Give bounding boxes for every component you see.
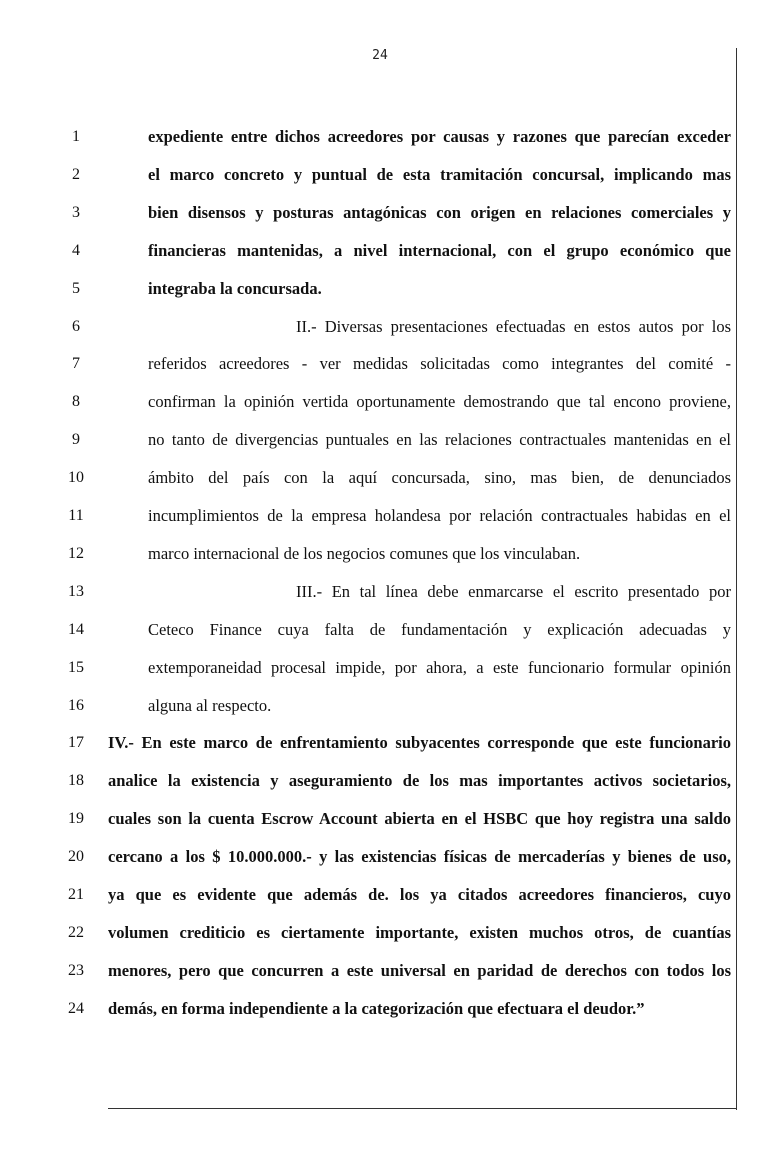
document-line	[0, 997, 760, 1021]
line-number: 14	[68, 620, 84, 638]
document-line	[0, 504, 760, 528]
line-number: 22	[68, 923, 84, 941]
document-line	[0, 466, 760, 490]
page-number: 24	[372, 48, 388, 63]
line-number: 23	[68, 961, 84, 979]
document-line	[0, 694, 760, 718]
document-line	[0, 959, 760, 983]
document-line	[0, 769, 760, 793]
line-text: II.- Diversas presentaciones efectuadas en estos autos por los	[296, 316, 731, 336]
line-number: 10	[68, 469, 84, 487]
document-line	[0, 315, 760, 339]
document-line	[0, 883, 760, 907]
document-line	[0, 807, 760, 831]
line-number: 3	[72, 203, 80, 221]
line-number: 5	[72, 279, 80, 297]
line-number: 24	[68, 999, 84, 1017]
line-number: 8	[72, 393, 80, 411]
line-number: 16	[68, 696, 84, 714]
bottom-rule	[108, 1108, 737, 1109]
line-text: cuales son la cuenta Escrow Account abierta en el HSBC que hoy registra una saldo	[108, 809, 731, 829]
line-number: 21	[68, 886, 84, 903]
line-text: volumen crediticio es ciertamente importante, existen muchos otros, de cuantías	[108, 922, 731, 942]
document-line	[0, 731, 760, 755]
line-number: 15	[68, 658, 84, 676]
document-line	[0, 201, 760, 225]
line-number: 20	[68, 848, 84, 866]
document-line	[0, 352, 760, 376]
document-line	[0, 580, 760, 604]
line-text: III.- En tal línea debe enmarcarse el escrito presentado por	[296, 581, 731, 601]
line-text: integraba la concursada.	[148, 278, 322, 298]
document-line	[0, 390, 760, 414]
line-text: ámbito del país con la aquí concursada, sino, mas bien, de denunciados	[148, 468, 731, 488]
line-text: bien disensos y posturas antagónicas con origen en relaciones comerciales y	[148, 202, 731, 222]
line-text: extemporaneidad procesal impide, por ahora, a este funcionario formular opinión	[148, 657, 731, 677]
line-number: 6	[72, 317, 80, 335]
line-text: financieras mantenidas, a nivel internacional, con el grupo económico que	[148, 240, 731, 260]
document-line	[0, 921, 760, 945]
document-line	[0, 163, 760, 187]
line-text: ya que es evidente que además de. los ya citados acreedores financieros, cuyo	[108, 885, 731, 904]
line-text: referidos acreedores - ver medidas solicitadas como integrantes del comité -	[148, 354, 731, 374]
line-number: 17	[68, 734, 84, 752]
line-number: 1	[72, 128, 80, 145]
line-number: 4	[72, 241, 80, 259]
line-number: 19	[68, 810, 84, 828]
line-text: demás, en forma independiente a la categorización que efectuara el deudor.”	[108, 998, 645, 1018]
line-text: cercano a los $ 10.000.000.- y las existencias físicas de mercaderías y bienes de uso,	[108, 847, 731, 867]
document-line	[0, 428, 760, 452]
line-text: menores, pero que concurren a este universal en paridad de derechos con todos los	[108, 960, 731, 980]
line-text: confirman la opinión vertida oportunamente demostrando que tal encono proviene,	[148, 392, 731, 412]
line-text: marco internacional de los negocios comunes que los vinculaban.	[148, 543, 581, 563]
document-line	[0, 618, 760, 642]
line-text: analice la existencia y aseguramiento de los mas importantes activos societarios,	[108, 771, 731, 791]
line-text: expediente entre dichos acreedores por causas y razones que parecían exceder	[148, 127, 731, 146]
line-text: Ceteco Finance cuya falta de fundamentación y explicación adecuadas y	[148, 619, 731, 639]
document-line	[0, 542, 760, 566]
line-text: no tanto de divergencias puntuales en las relaciones contractuales mantenidas en el	[148, 430, 731, 450]
line-number: 18	[68, 772, 84, 790]
document-line	[0, 845, 760, 869]
line-number: 9	[72, 431, 80, 449]
line-number: 7	[72, 355, 80, 373]
line-text: alguna al respecto.	[148, 695, 272, 715]
document-line	[0, 125, 760, 149]
document-line	[0, 656, 760, 680]
line-number: 13	[68, 582, 84, 600]
line-text: incumplimientos de la empresa holandesa por relación contractuales habidas en el	[148, 506, 731, 525]
line-number: 11	[68, 507, 84, 524]
document-line	[0, 277, 760, 301]
line-number: 12	[68, 544, 84, 562]
line-number: 2	[72, 165, 80, 183]
line-text: IV.- En este marco de enfrentamiento subyacentes corresponde que este funcionario	[108, 733, 731, 753]
document-line	[0, 239, 760, 263]
line-text: el marco concreto y puntual de esta tramitación concursal, implicando mas	[148, 164, 731, 184]
